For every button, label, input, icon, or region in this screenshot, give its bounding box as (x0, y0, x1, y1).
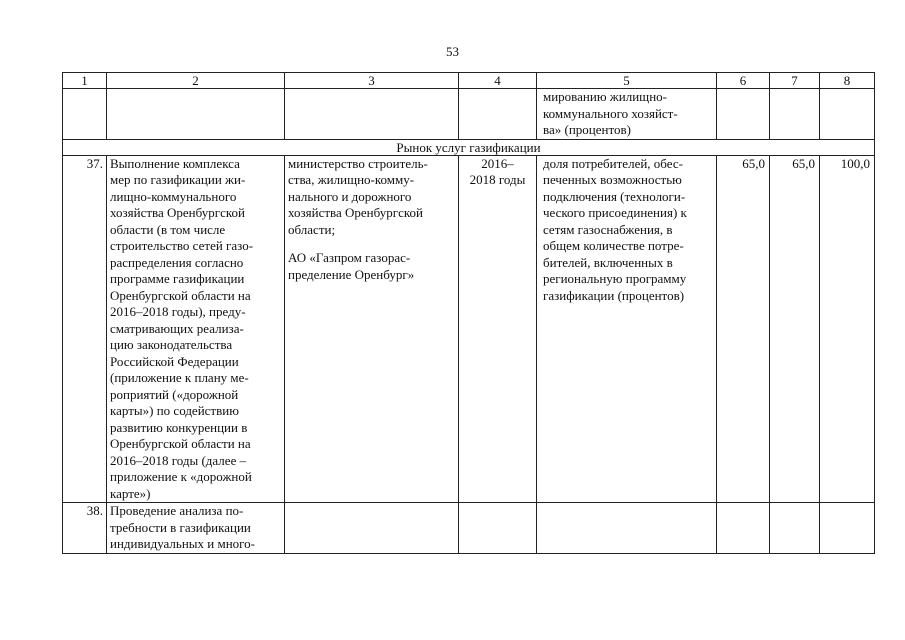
measure-description: Выполнение комплекса мер по газификации жи- лищно-коммунального хозяйства Оренбургской области (в том числе строительство сетей газо- распределения согласно программе газификации Оренбургской области на 2016–2018 годы), преду- сматривающих реализа- цию законодательства Российской Федерации (приложение к плану ме- роприятий («дорожной карты») по содействию развитию конкуренции в Оренбургской области на 2016–2018 годы (далее – приложение к «дорожной карте») (107, 155, 285, 503)
continuation-cell-4 (459, 89, 537, 140)
continuation-cell-8 (820, 89, 875, 140)
responsible-executors (285, 155, 459, 503)
column-number: 7 (770, 73, 820, 89)
page-number: 53 (446, 44, 459, 59)
column-number: 3 (285, 73, 459, 89)
executor-company: АО «Газпром газорас- пределение Оренбург» (288, 250, 415, 282)
continuation-indicator-text: мированию жилищно- коммунального хозяйст- ва» (процентов) (537, 89, 717, 140)
empty-cell (717, 503, 770, 554)
measure-description: Проведение анализа по- требности в газификации индивидуальных и много- (107, 503, 285, 554)
column-number: 6 (717, 73, 770, 89)
target-indicator: доля потребителей, обес- печенных возможностью подключения (технологи- ческого присоединения) к сетям газоснабжения, в общем количестве потре- бителей, включенных в региональную программу газификации (процентов) (537, 155, 717, 503)
column-number: 8 (820, 73, 875, 89)
row-number: 38. (63, 503, 107, 554)
implementation-period: 2016– 2018 годы (459, 155, 537, 503)
continuation-cell-2 (107, 89, 285, 140)
empty-cell (770, 503, 820, 554)
empty-cell (285, 503, 459, 554)
continuation-cell-6 (717, 89, 770, 140)
measures-table (62, 72, 875, 554)
column-number: 4 (459, 73, 537, 89)
column-number: 5 (537, 73, 717, 89)
value-col8: 100,0 (820, 155, 875, 503)
column-number: 1 (63, 73, 107, 89)
continuation-row (63, 89, 875, 140)
empty-cell (537, 503, 717, 554)
continuation-cell-7 (770, 89, 820, 140)
column-number: 2 (107, 73, 285, 89)
section-row (63, 139, 875, 155)
table-row (63, 503, 875, 554)
row-number: 37. (63, 155, 107, 503)
value-col7: 65,0 (770, 155, 820, 503)
value-col6: 65,0 (717, 155, 770, 503)
column-number-row (63, 73, 875, 89)
section-title: Рынок услуг газификации (63, 139, 875, 155)
executor-ministry: министерство строитель- ства, жилищно-комму- нального и дорожного хозяйства Оренбургской области; (288, 155, 428, 237)
continuation-cell-1 (63, 89, 107, 140)
table-row (63, 155, 875, 503)
empty-cell (820, 503, 875, 554)
empty-cell (459, 503, 537, 554)
continuation-cell-3 (285, 89, 459, 140)
